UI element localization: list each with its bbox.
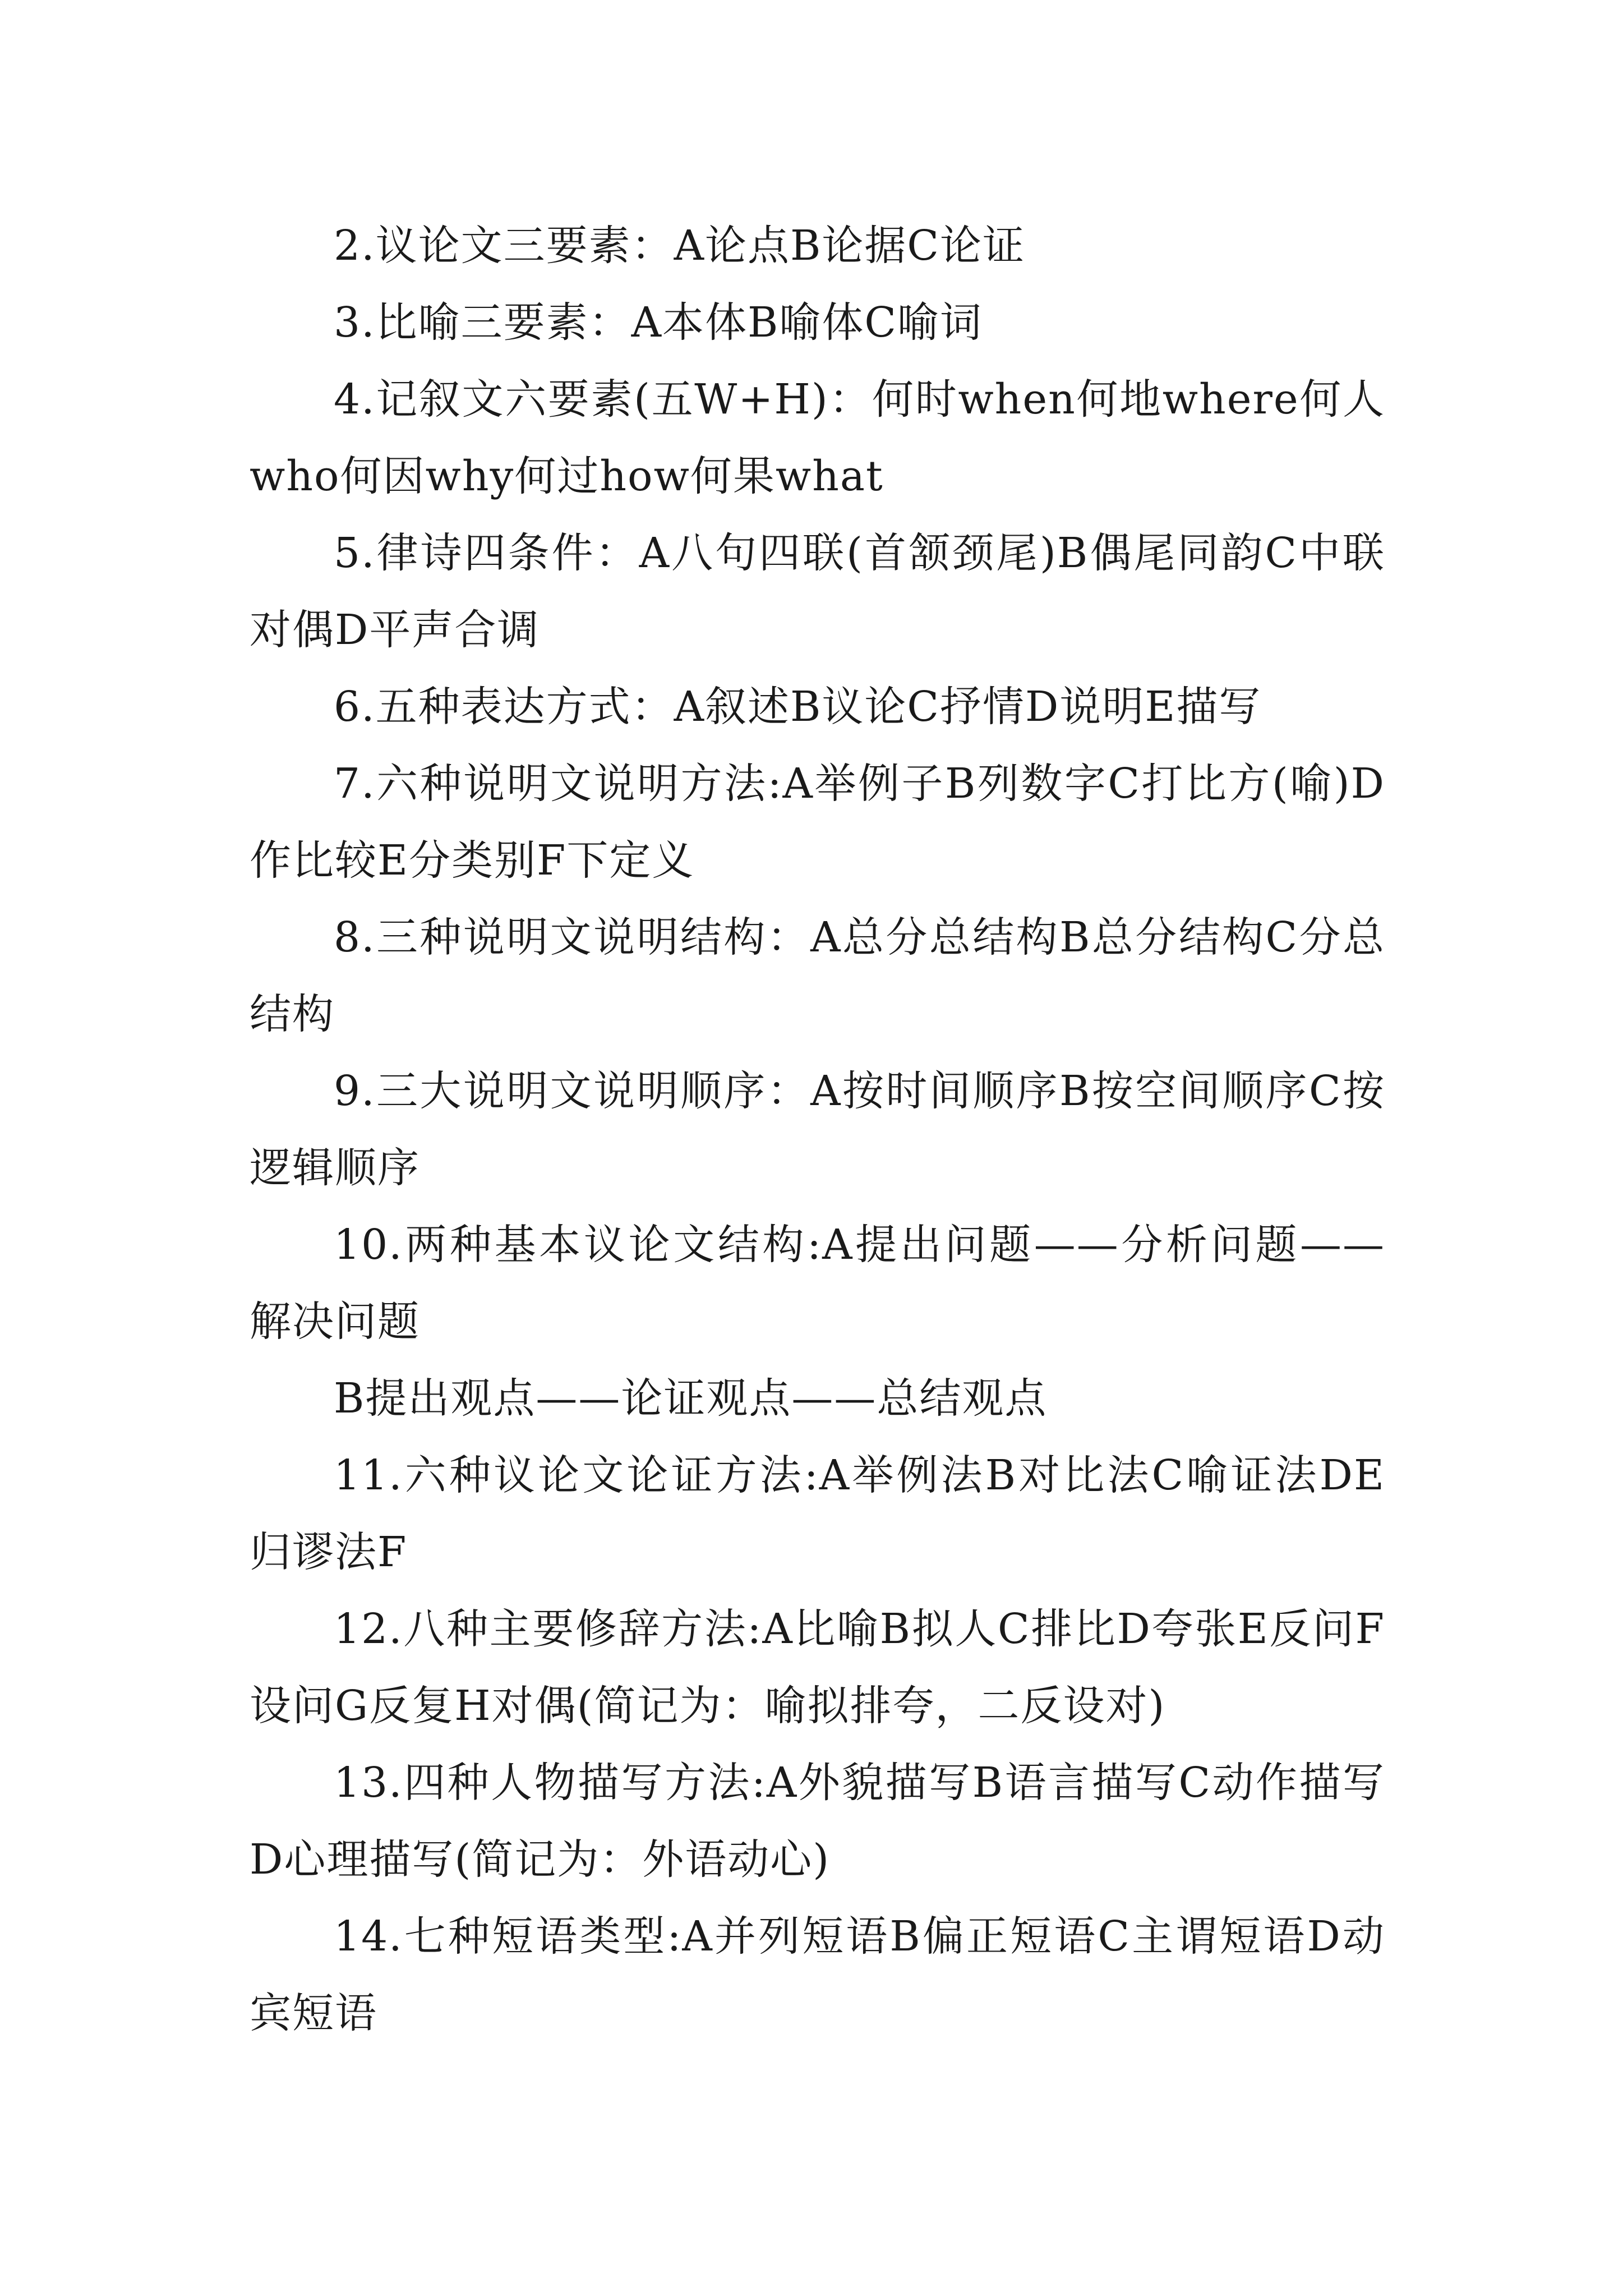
paragraph-item-14: 14.七种短语类型:A并列短语B偏正短语C主谓短语D动宾短语 <box>250 1912 1385 2037</box>
paragraph-item-4: 4.记叙文六要素(五W+H)：何时when何地where何人who何因why何过how何果what <box>250 375 1385 500</box>
paragraph-item-3: 3.比喻三要素：A本体B喻体C喻词 <box>334 298 983 347</box>
paragraph-item-6: 6.五种表达方式：A叙述B议论C抒情D说明E描写 <box>334 683 1262 731</box>
paragraph-item-5: 5.律诗四条件：A八句四联(首颔颈尾)B偶尾同韵C中联对偶D平声合调 <box>250 529 1385 654</box>
paragraph-item-8: 8.三种说明文说明结构：A总分总结构B总分结构C分总结构 <box>250 913 1385 1038</box>
paragraph-item-10: 10.两种基本议论文结构:A提出问题——分析问题——解决问题 <box>250 1221 1385 1346</box>
paragraph-item-10-b: B提出观点——论证观点——总结观点 <box>334 1374 1048 1423</box>
document-body <box>250 208 1385 2052</box>
paragraph-item-9: 9.三大说明文说明顺序：A按时间顺序B按空间顺序C按逻辑顺序 <box>250 1067 1385 1192</box>
paragraph-item-11: 11.六种议论文论证方法:A举例法B对比法C喻证法DE归谬法F <box>250 1451 1385 1576</box>
paragraph-item-2: 2.议论文三要素：A论点B论据C论证 <box>334 222 1026 270</box>
paragraph-item-12: 12.八种主要修辞方法:A比喻B拟人C排比D夸张E反问F设问G反复H对偶(简记为：喻拟排夸，二反设对) <box>250 1605 1385 1730</box>
paragraph-item-7: 7.六种说明文说明方法:A举例子B列数字C打比方(喻)D作比较E分类别F下定义 <box>250 760 1385 885</box>
paragraph-item-13: 13.四种人物描写方法:A外貌描写B语言描写C动作描写D心理描写(简记为：外语动心) <box>250 1759 1385 1884</box>
